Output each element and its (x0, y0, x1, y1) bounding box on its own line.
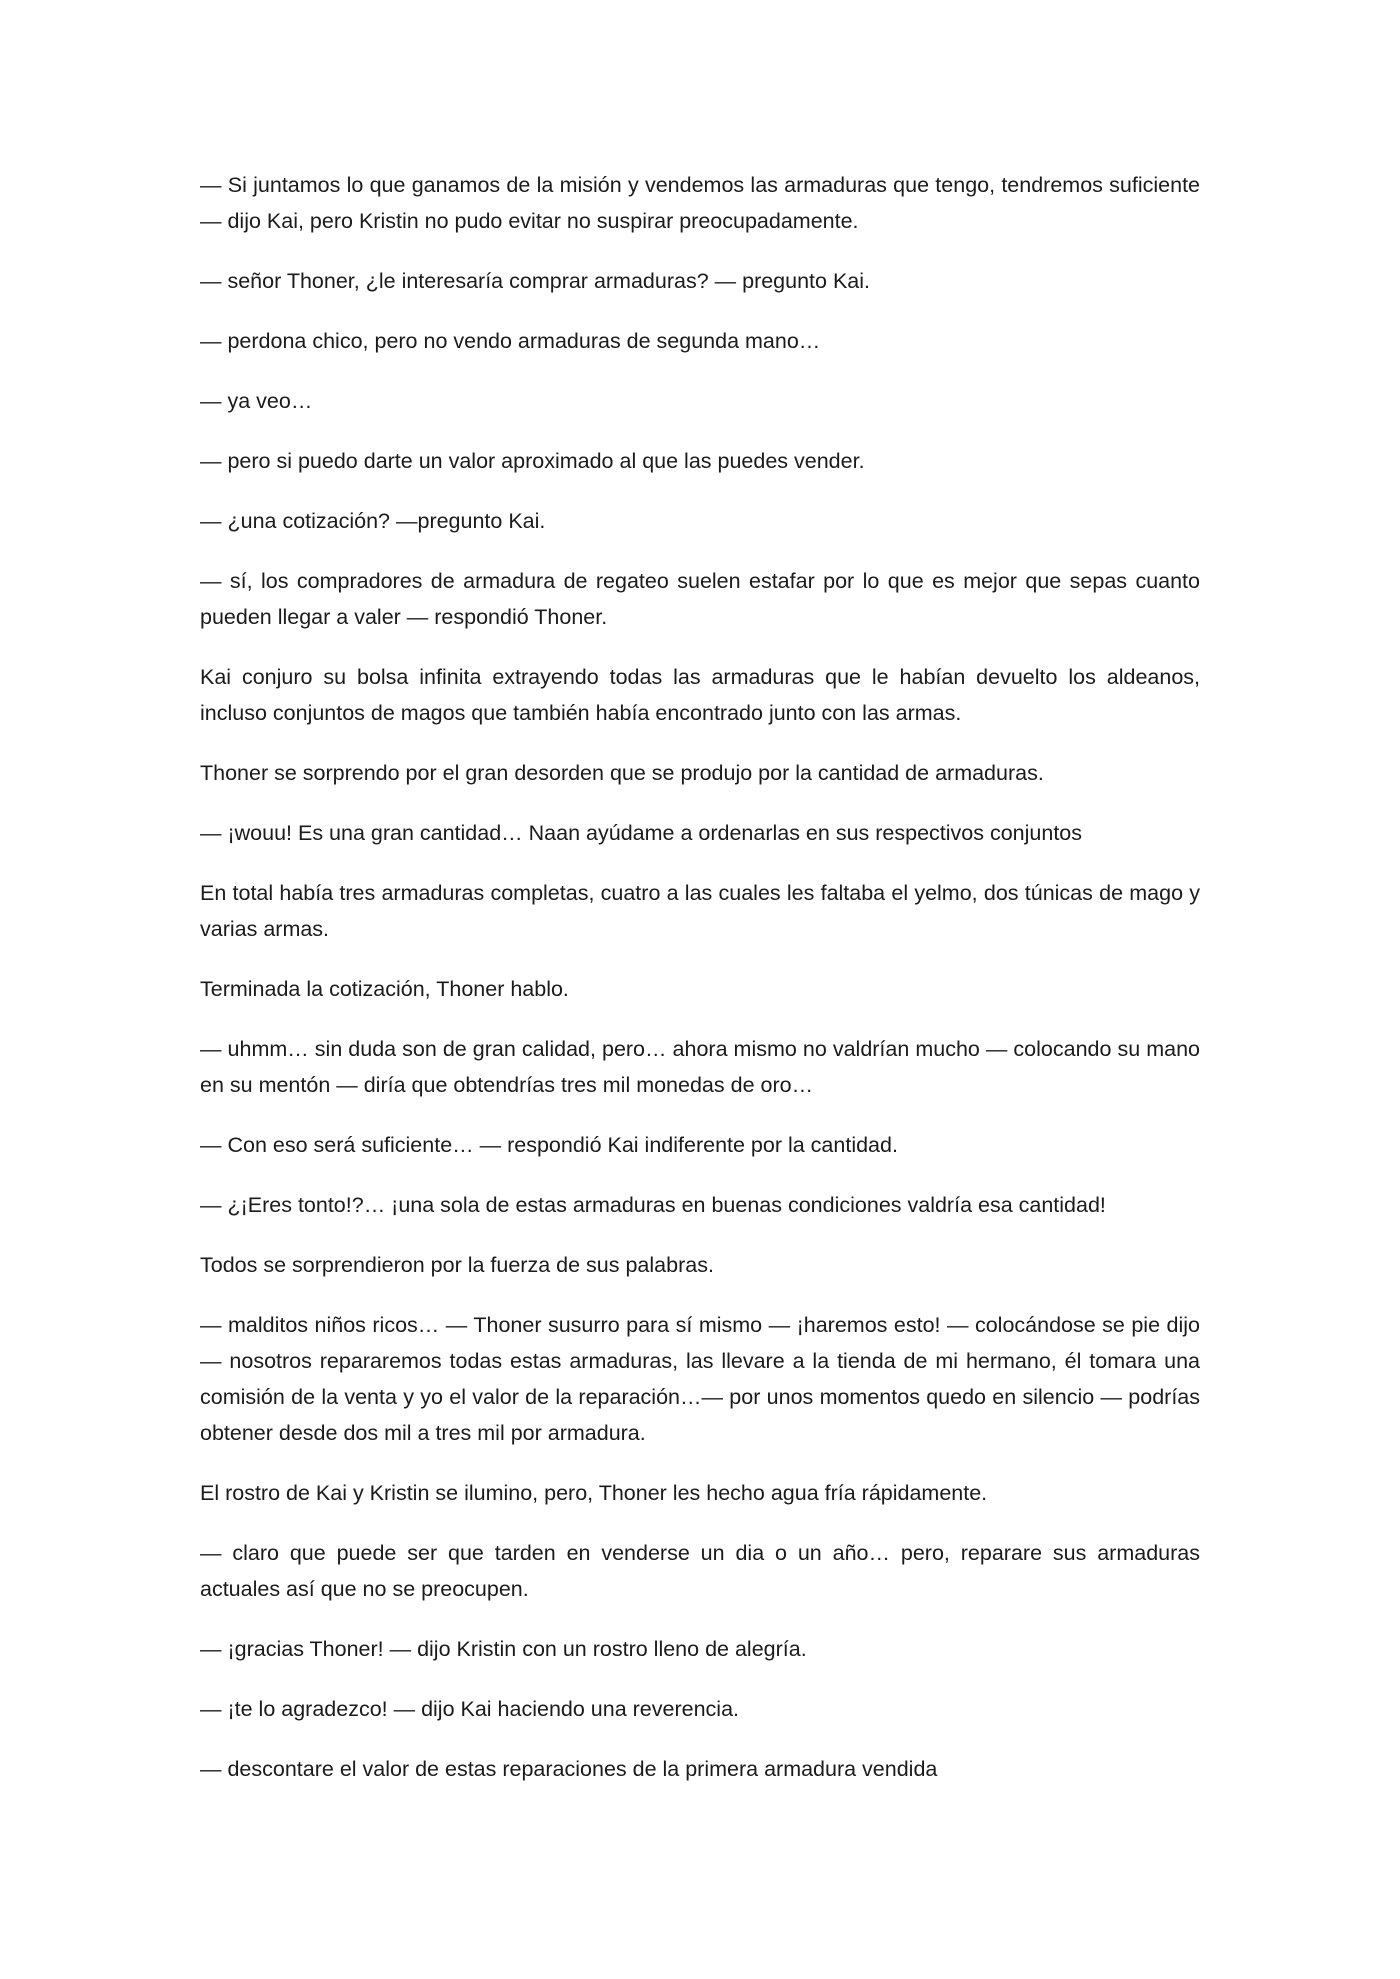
paragraph: Thoner se sorprendo por el gran desorden que se produjo por la cantidad de armaduras. (200, 761, 1044, 785)
paragraph: — Si juntamos lo que ganamos de la misión y vendemos las armaduras que tengo, tendremos suficiente — dijo Kai, pero Kristin no pudo evitar no suspirar preocupadamente. (200, 173, 1200, 233)
paragraph: Kai conjuro su bolsa infinita extrayendo todas las armaduras que le habían devuelto los aldeanos, incluso conjuntos de magos que también había encontrado junto con las armas. (200, 665, 1200, 725)
paragraph: — sí, los compradores de armadura de regateo suelen estafar por lo que es mejor que sepas cuanto pueden llegar a valer — respondió Thoner. (200, 569, 1200, 629)
paragraph: — ¿una cotización? —pregunto Kai. (200, 509, 546, 533)
paragraph: — malditos niños ricos… — Thoner susurro para sí mismo — ¡haremos esto! — colocándose se pie dijo — nosotros repararemos todas estas armaduras, las llevare a la tienda de mi hermano, él tomara una comisión de la venta y yo el valor de la reparación…— por unos momentos quedo en silencio — podrías obtener desde dos mil a tres mil por armadura. (200, 1313, 1200, 1445)
paragraph: El rostro de Kai y Kristin se ilumino, pero, Thoner les hecho agua fría rápidamente. (200, 1481, 988, 1505)
paragraph: — Con eso será suficiente… — respondió Kai indiferente por la cantidad. (200, 1133, 898, 1157)
paragraph: Todos se sorprendieron por la fuerza de sus palabras. (200, 1253, 714, 1277)
paragraph: — descontare el valor de estas reparaciones de la primera armadura vendida (200, 1757, 938, 1781)
paragraph: — ya veo… (200, 389, 313, 413)
paragraph: — pero si puedo darte un valor aproximado al que las puedes vender. (200, 449, 865, 473)
paragraph: — ¿¡Eres tonto!?… ¡una sola de estas armaduras en buenas condiciones valdría esa cantidad! (200, 1193, 1106, 1217)
paragraph: — ¡gracias Thoner! — dijo Kristin con un rostro lleno de alegría. (200, 1637, 807, 1661)
paragraph: — uhmm… sin duda son de gran calidad, pero… ahora mismo no valdrían mucho — colocando su mano en su mentón — diría que obtendrías tres mil monedas de oro… (200, 1037, 1200, 1097)
paragraph: — perdona chico, pero no vendo armaduras de segunda mano… (200, 329, 821, 353)
document-body (200, 167, 1200, 1811)
paragraph: — señor Thoner, ¿le interesaría comprar armaduras? — pregunto Kai. (200, 269, 871, 293)
paragraph: Terminada la cotización, Thoner hablo. (200, 977, 569, 1001)
paragraph: — ¡wouu! Es una gran cantidad… Naan ayúdame a ordenarlas en sus respectivos conjuntos (200, 821, 1083, 845)
paragraph: En total había tres armaduras completas, cuatro a las cuales les faltaba el yelmo, dos túnicas de mago y varias armas. (200, 881, 1200, 941)
paragraph: — ¡te lo agradezco! — dijo Kai haciendo una reverencia. (200, 1697, 740, 1721)
paragraph: — claro que puede ser que tarden en venderse un dia o un año… pero, reparare sus armaduras actuales así que no se preocupen. (200, 1541, 1200, 1601)
